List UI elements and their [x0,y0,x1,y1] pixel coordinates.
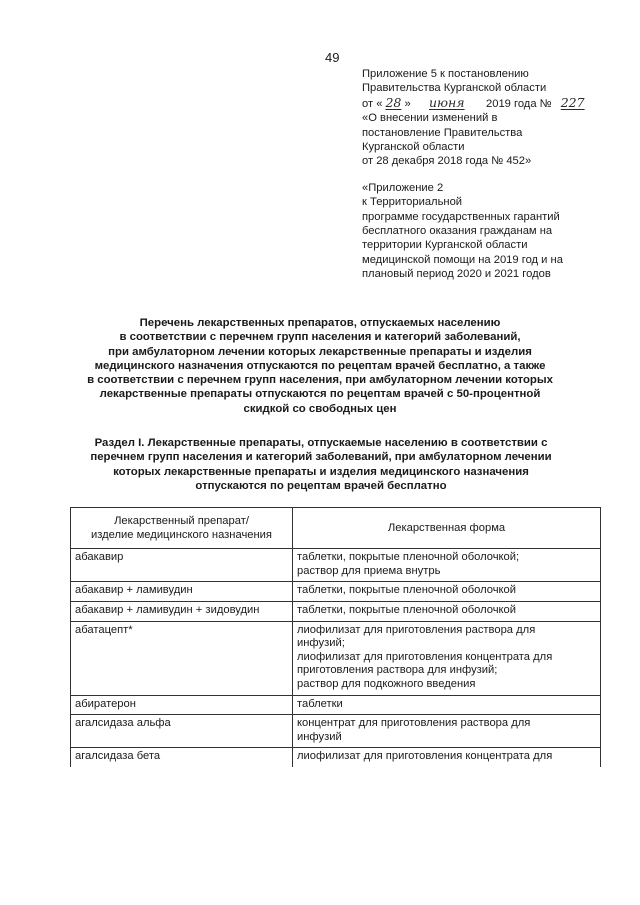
table-row [71,695,601,715]
handwritten-month: июня [428,94,465,110]
title-line: в соответствии с перечнем групп населения и категорий заболеваний, [119,331,521,344]
appendix-date-line [362,96,624,111]
form-line: приготовления раствора для инфузий; [297,664,498,677]
title-line: Перечень лекарственных препаратов, отпускаемых населению [139,317,501,329]
drug-cell: абакавир + ламивудин [71,582,293,602]
appendix-line: Приложение 5 к постановлению [362,68,529,80]
title-line: лекарственные препараты отпускаются по рецептам врачей с 50-процентной [99,388,541,401]
header-line: Лекарственная форма [387,521,506,534]
section-heading [62,436,580,493]
form-line: раствор для приема внутрь [297,564,441,577]
form-line: таблетки, покрытые пленочной оболочкой; [297,551,520,564]
section-line: отпускаются по рецептам врачей бесплатно [195,479,447,492]
table-row [71,715,601,748]
title-line: скидкой со свободных цен [243,402,397,415]
drug-cell: агалсидаза бета [71,748,293,767]
table-row [71,549,601,582]
date-year: 2019 года № [486,97,552,110]
appendix-line: Курганской области [362,141,465,154]
form-line: концентрат для приготовления раствора для [297,717,531,730]
section-line: которых лекарственные препараты и изделия медицинского назначения [113,465,529,478]
appendix-line: медицинской помощи на 2019 год и на [362,253,563,266]
appendix-line: постановление Правительства [362,126,523,139]
form-cell [293,582,601,602]
appendix-line: программе государственных гарантий [362,210,560,223]
appendix-line: плановый период 2020 и 2021 годов [362,268,551,281]
drug-cell: абакавир + ламивудин + зидовудин [71,601,293,621]
appendix-line: «Приложение 2 [362,181,444,194]
form-cell [293,621,601,695]
drug-cell: абатацепт* [71,621,293,695]
drug-cell: агалсидаза альфа [71,715,293,748]
drug-cell: абакавир [71,549,293,582]
appendix-line: территории Курганской области [362,239,528,252]
appendix-line: от 28 декабря 2018 года № 452» [362,155,532,168]
document-title [60,316,580,416]
header-line: Лекарственный препарат/ [114,515,249,527]
form-cell [293,549,601,582]
appendix-line: к Территориальной [362,196,463,209]
header-form [293,508,601,549]
form-cell [293,695,601,715]
handwritten-day: 28 [385,94,402,110]
section-line: Раздел I. Лекарственные препараты, отпускаемые населению в соответствии с [94,437,548,449]
handwritten-number: 227 [560,94,585,110]
title-line: при амбулаторном лечении которых лекарственные препараты и изделия [108,345,532,358]
form-line: лиофилизат для приготовления концентрата для [297,650,553,663]
form-line: таблетки [297,697,343,710]
form-cell [293,601,601,621]
title-line: медицинского назначения отпускаются по рецептам врачей бесплатно, а также [94,359,546,372]
form-cell [293,748,601,767]
page-number: 49 [325,50,340,65]
date-mid: » [404,97,411,110]
date-prefix: от « [362,97,383,110]
section-line: перечнем групп населения и категорий заболеваний, при амбулаторном лечении [90,451,552,464]
table-row [71,601,601,621]
form-line: лиофилизат для приготовления концентрата для [297,750,553,763]
table-row [71,621,601,695]
appendix-block [362,67,624,282]
form-line: инфузий; [297,637,345,650]
form-line: таблетки, покрытые пленочной оболочкой [297,584,517,597]
table-row [71,748,601,767]
form-cell [293,715,601,748]
title-line: в соответствии с перечнем групп населения, при амбулаторном лечении которых [87,374,553,387]
drug-cell: абиратерон [71,695,293,715]
form-line: таблетки, покрытые пленочной оболочкой [297,603,517,616]
drugs-table [70,507,601,767]
appendix-line: «О внесении изменений в [362,112,498,125]
appendix-line: Правительства Курганской области [362,82,547,95]
table-row [71,582,601,602]
form-line: инфузий [297,730,342,743]
header-line: изделие медицинского назначения [91,528,272,541]
appendix-line: бесплатного оказания гражданам на [362,225,553,238]
form-line: лиофилизат для приготовления раствора для [297,623,536,636]
table-header-row [71,508,601,549]
header-drug [71,508,293,549]
form-line: раствор для подкожного введения [297,677,476,690]
